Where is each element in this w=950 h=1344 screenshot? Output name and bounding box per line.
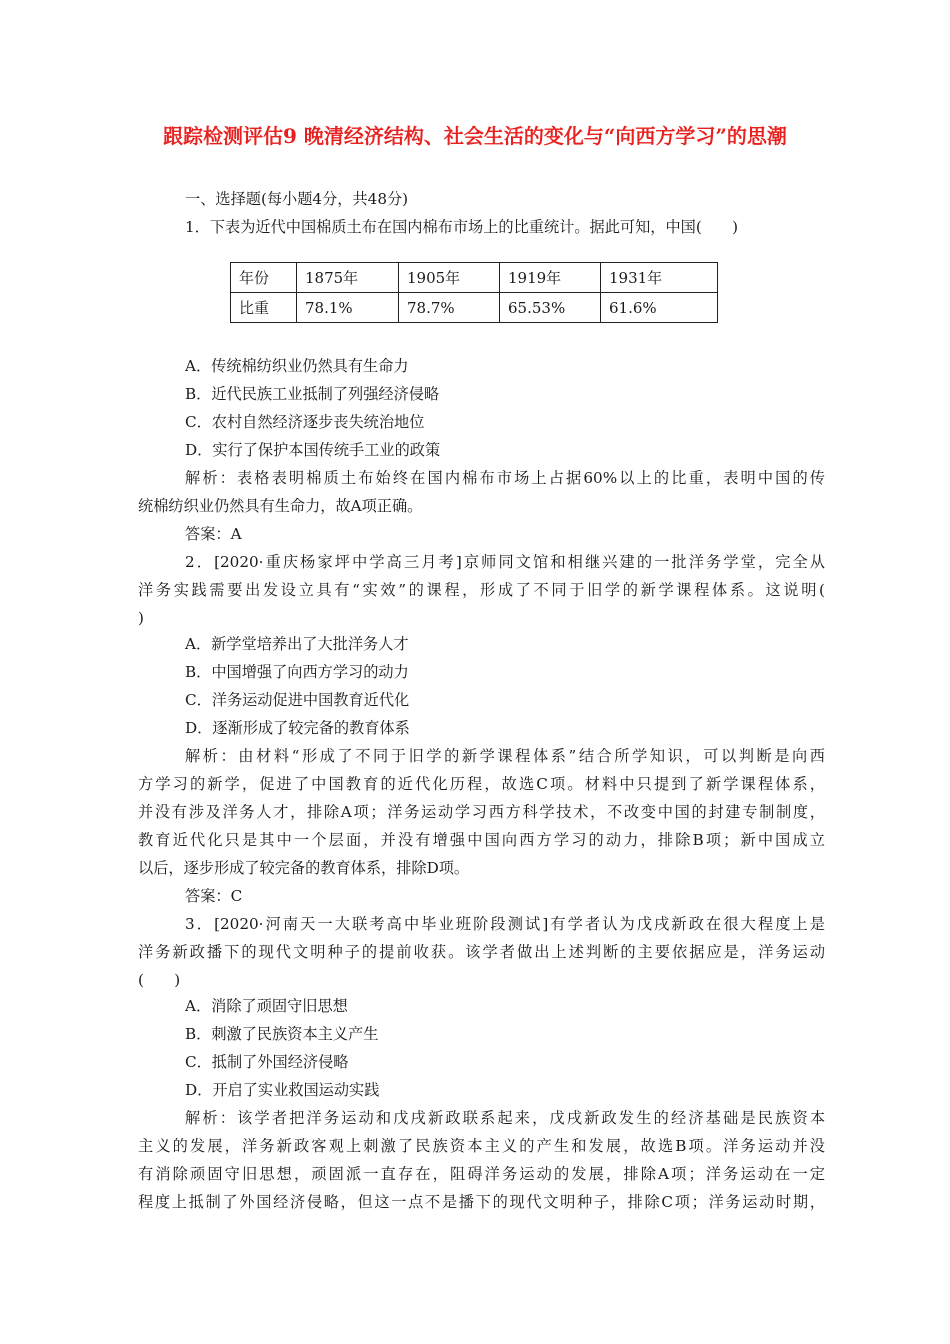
q2-option-a: A．新学堂培养出了大批洋务人才 <box>185 635 409 653</box>
q2-option-c: C．洋务运动促进中国教育近代化 <box>185 691 410 709</box>
q3-analysis-line: 程度上抵制了外国经济侵略，但这一点不是播下的现代文明种子，排除C项；洋务运动时期， <box>138 1193 825 1211</box>
q3-option-c: C．抵制了外国经济侵略 <box>185 1053 349 1071</box>
q1-option-b: B．近代民族工业抵制了列强经济侵略 <box>185 385 440 403</box>
table-cell: 78.7% <box>399 293 500 323</box>
table-cell: 1875年 <box>297 263 399 293</box>
q3-option-d: D．开启了实业救国运动实践 <box>185 1081 380 1099</box>
q3-analysis-line: 有消除顽固守旧思想，顽固派一直存在，阻碍洋务运动的发展，排除A项；洋务运动在一定 <box>138 1165 825 1183</box>
table-row <box>231 263 718 293</box>
q1-analysis-line: 解析：表格表明棉质土布始终在国内棉布市场上占据60%以上的比重，表明中国的传 <box>185 469 825 487</box>
q1-option-d: D．实行了保护本国传统手工业的政策 <box>185 441 441 459</box>
table-cell: 65.53% <box>500 293 601 323</box>
table-cell: 1905年 <box>399 263 500 293</box>
q2-analysis-line: 以后，逐步形成了较完备的教育体系，排除D项。 <box>138 859 470 877</box>
table-row <box>231 293 718 323</box>
q2-answer: 答案：C <box>185 887 243 905</box>
q3-option-b: B．刺激了民族资本主义产生 <box>185 1025 379 1043</box>
cotton-share-table <box>230 262 718 323</box>
q3-analysis-line: 主义的发展，洋务新政客观上刺激了民族资本主义的产生和发展，故选B项。洋务运动并没 <box>138 1137 825 1155</box>
q3-stem-line: 洋务新政播下的现代文明种子的提前收获。该学者做出上述判断的主要依据应是，洋务运动 <box>138 943 825 961</box>
q1-answer: 答案：A <box>185 525 242 543</box>
table-cell: 1931年 <box>601 263 718 293</box>
q2-stem-line: 2．[2020·重庆杨家坪中学高三月考]京师同文馆和相继兴建的一批洋务学堂，完全从 <box>185 553 825 571</box>
table-cell: 61.6% <box>601 293 718 323</box>
q3-analysis-line: 解析：该学者把洋务运动和戊戌新政联系起来，戊戌新政发生的经济基础是民族资本 <box>185 1109 825 1127</box>
section-heading: 一、选择题(每小题4分，共48分) <box>185 190 409 208</box>
q2-analysis-line: 教育近代化只是其中一个层面，并没有增强中国向西方学习的动力，排除B项；新中国成立 <box>138 831 825 849</box>
q1-stem: 1．下表为近代中国棉质土布在国内棉布市场上的比重统计。据此可知，中国( ) <box>185 218 739 236</box>
table-cell: 比重 <box>231 293 297 323</box>
q2-option-b: B．中国增强了向西方学习的动力 <box>185 663 409 681</box>
table-cell: 1919年 <box>500 263 601 293</box>
q2-analysis-line: 解析：由材料“形成了不同于旧学的新学课程体系”结合所学知识，可以判断是向西 <box>185 747 825 765</box>
table-cell: 78.1% <box>297 293 399 323</box>
q3-option-a: A．消除了顽固守旧思想 <box>185 997 348 1015</box>
q3-stem-line: ( ) <box>138 971 181 989</box>
q3-stem-line: 3．[2020·河南天一大联考高中毕业班阶段测试]有学者认为戊戌新政在很大程度上是 <box>185 915 825 933</box>
q2-analysis-line: 并没有涉及洋务人才，排除A项；洋务运动学习西方科学技术，不改变中国的封建专制制度， <box>138 803 825 821</box>
q2-stem-line: 洋务实践需要出发设立具有“实效”的课程，形成了不同于旧学的新学课程体系。这说明( <box>138 581 825 599</box>
q1-option-c: C．农村自然经济逐步丧失统治地位 <box>185 413 425 431</box>
q2-stem-line: ) <box>138 609 144 627</box>
q1-analysis-line: 统棉纺织业仍然具有生命力，故A项正确。 <box>138 497 423 515</box>
table-cell: 年份 <box>231 263 297 293</box>
q2-option-d: D．逐渐形成了较完备的教育体系 <box>185 719 410 737</box>
q1-option-a: A．传统棉纺织业仍然具有生命力 <box>185 357 409 375</box>
q2-analysis-line: 方学习的新学，促进了中国教育的近代化历程，故选C项。材料中只提到了新学课程体系， <box>138 775 825 793</box>
document-title: 跟踪检测评估9 晚清经济结构、社会生活的变化与“向西方学习”的思潮 <box>163 124 787 148</box>
